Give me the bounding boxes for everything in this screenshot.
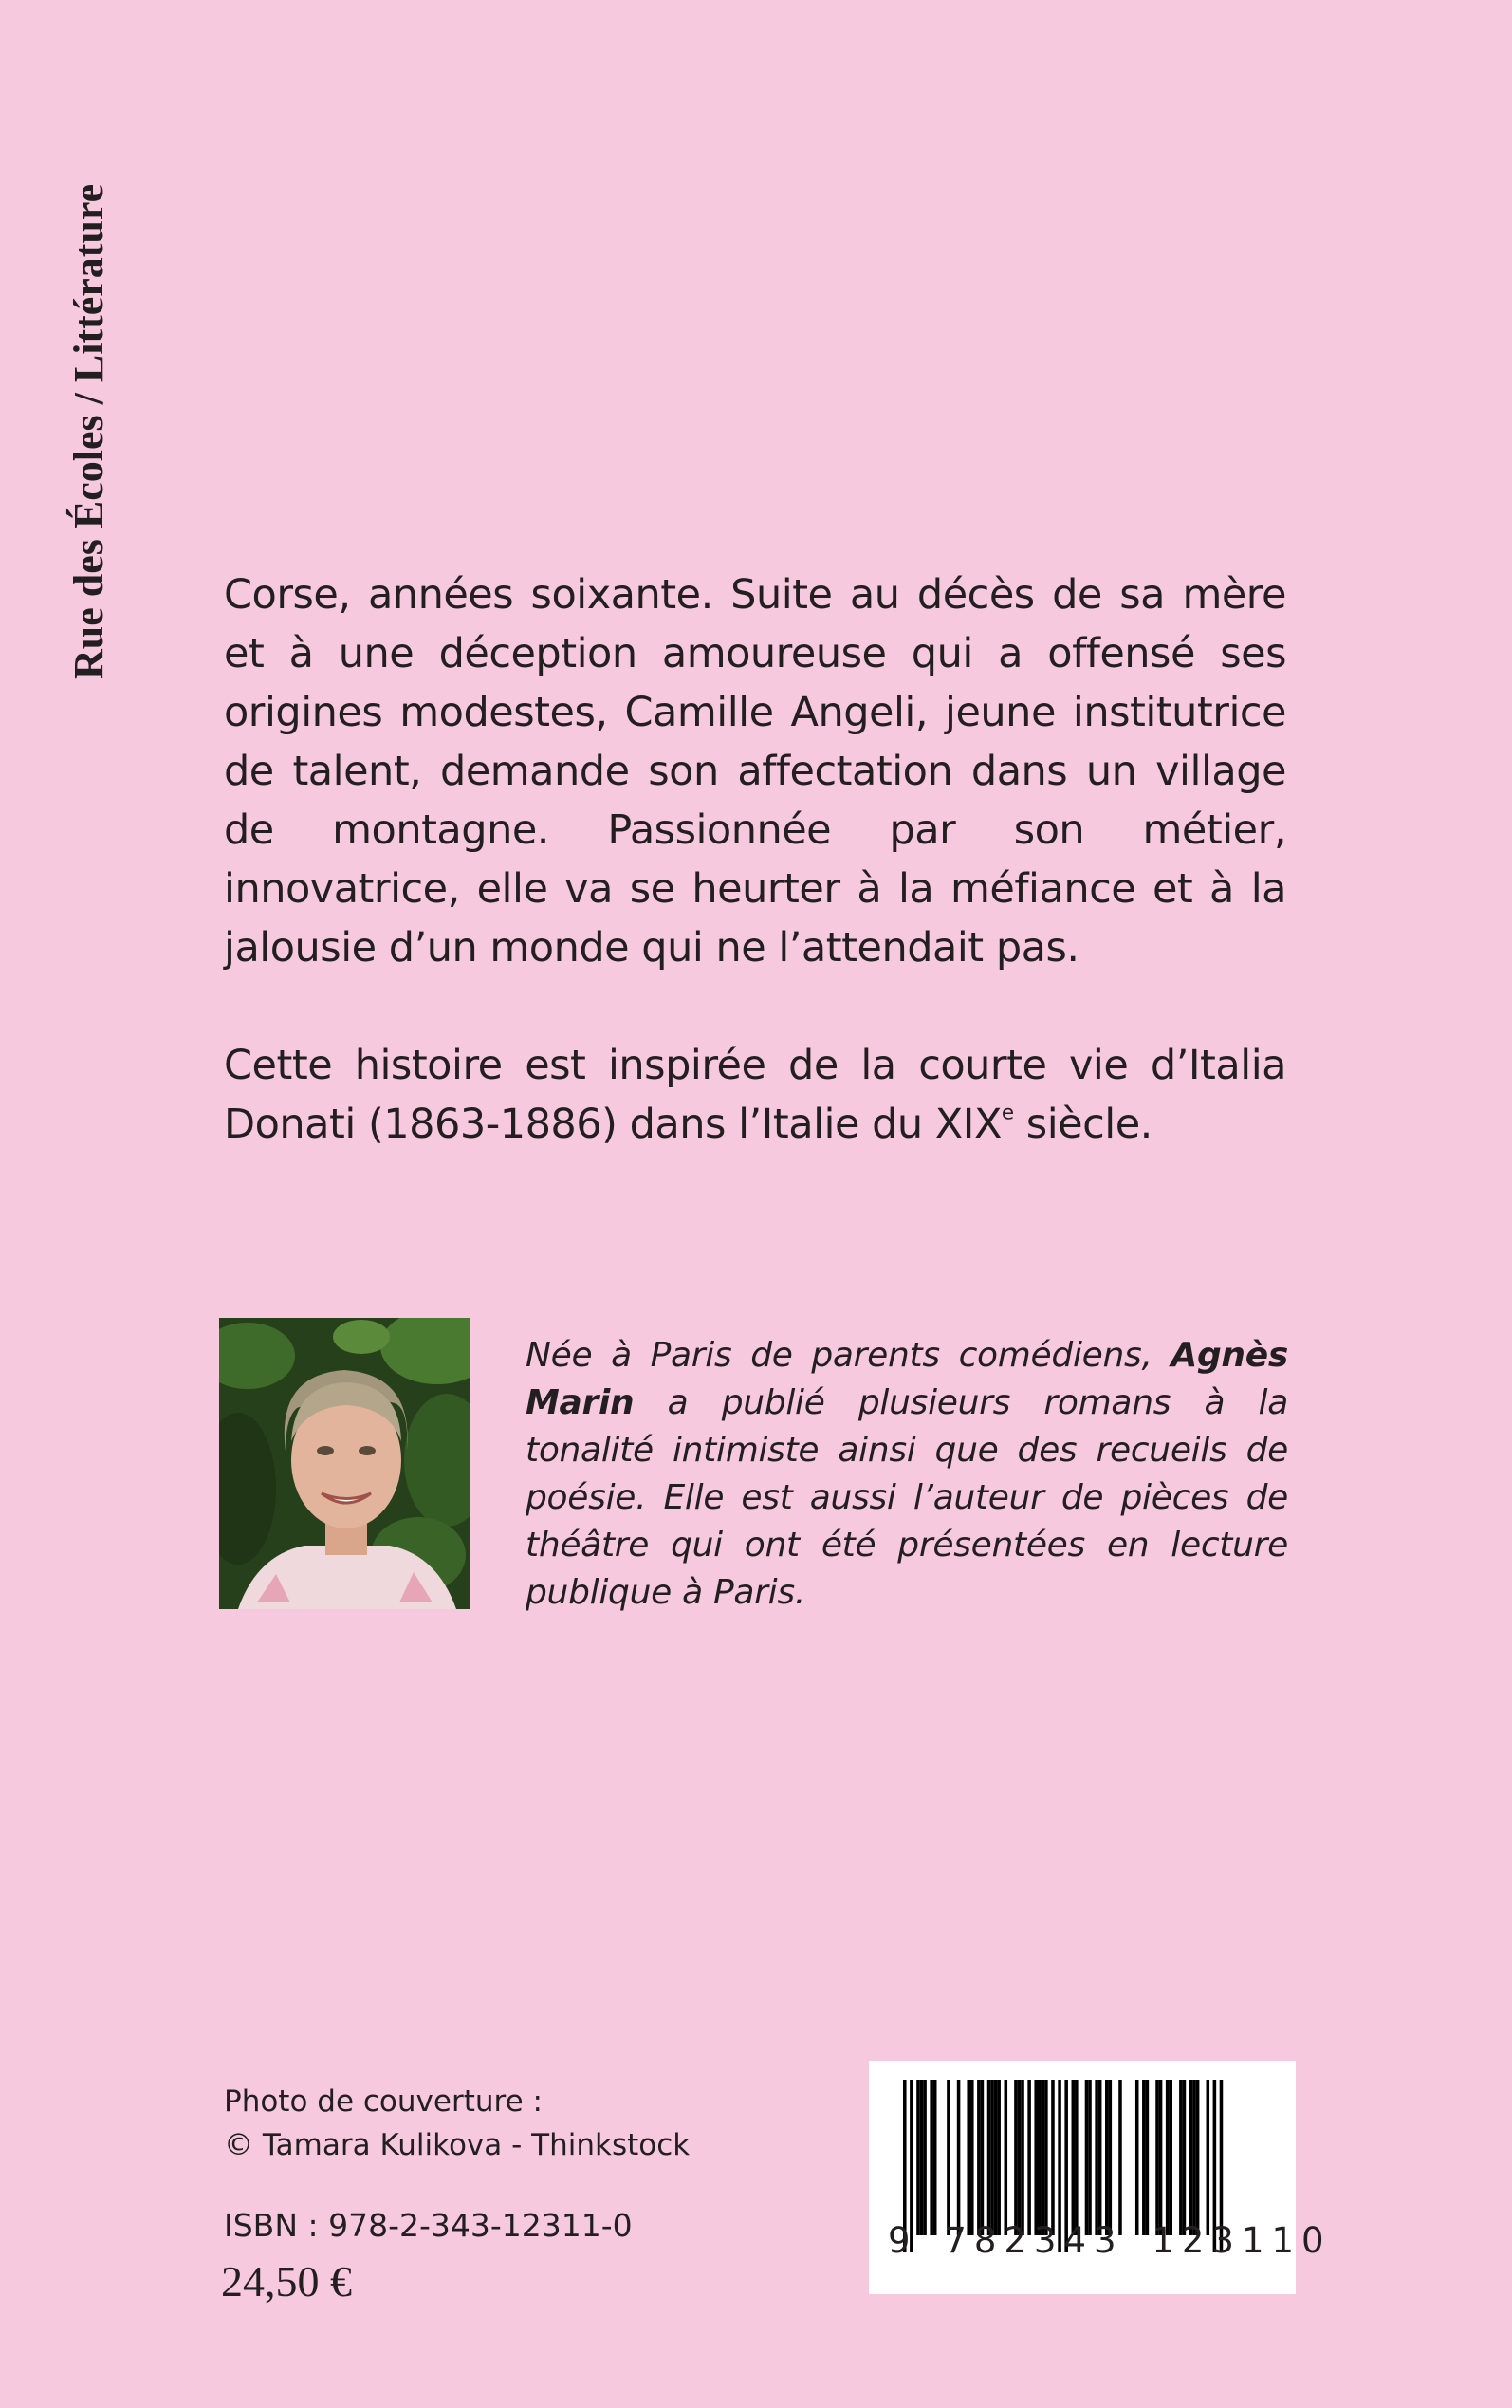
barcode-bar	[981, 2080, 985, 2235]
barcode-bar	[930, 2080, 933, 2235]
barcode-bar	[1109, 2080, 1113, 2235]
synopsis-paragraph-1: Corse, années soixante. Suite au décès de sa mère et à une déception amoureuse qui a offensé ses origines modestes, Camille Angeli, jeune institutrice de talent, demande son affectation dans un village de montagne. Passionnée par son métier, innovatrice, elle va se heurter à la méfiance et à la jalousie d’un monde qui ne l’attendait pas.	[224, 571, 1286, 972]
barcode	[869, 2061, 1332, 2294]
photo-credit-label: Photo de couverture :	[224, 2084, 543, 2119]
barcode-bar	[1146, 2080, 1150, 2235]
barcode-bar	[1075, 2080, 1079, 2235]
barcode-bar	[1038, 2080, 1042, 2235]
barcode-bar	[920, 2080, 924, 2235]
barcode-bar	[1159, 2080, 1163, 2235]
barcode-digits	[888, 2220, 1332, 2261]
barcode-digits-left: 782343	[944, 2220, 1124, 2261]
barcode-bar	[1098, 2080, 1102, 2235]
isbn: ISBN : 978-2-343-12311-0	[224, 2207, 633, 2244]
author-photo	[219, 1318, 470, 1609]
barcode-digits-right: 123110	[1152, 2220, 1332, 2261]
author-bio	[526, 1332, 1288, 1617]
barcode-bar	[1044, 2080, 1048, 2235]
barcode-bar	[1005, 2080, 1008, 2235]
barcode-bar	[1183, 2080, 1187, 2235]
barcode-bar	[1051, 2080, 1055, 2235]
photo-credit-name: © Tamara Kulikova - Thinkstock	[224, 2128, 691, 2162]
barcode-bar	[1155, 2080, 1159, 2235]
barcode-bar	[1072, 2080, 1076, 2235]
barcode-bar	[1196, 2080, 1200, 2235]
barcode-bar	[1027, 2080, 1031, 2235]
synopsis-paragraph-2-main: Cette histoire est inspirée de la courte vie d’Italia Donati (1863-1886) dans l’Italie du XIX	[224, 1042, 1286, 1148]
photo-credits	[224, 2080, 690, 2167]
barcode-bar	[967, 2080, 970, 2235]
barcode-bar	[1021, 2080, 1024, 2235]
barcode-bar	[997, 2080, 1001, 2235]
author-bio-intro: Née à Paris de parents comédiens,	[526, 1336, 1171, 1375]
synopsis-paragraph-2-end: siècle.	[1013, 1101, 1152, 1148]
barcode-bar	[916, 2080, 920, 2235]
barcode-bar	[947, 2080, 950, 2235]
barcode-bar	[994, 2080, 998, 2235]
barcode-bar	[1105, 2080, 1109, 2235]
century-superscript: e	[1001, 1101, 1014, 1125]
barcode-bar	[1192, 2080, 1196, 2235]
barcode-bar	[1085, 2080, 1089, 2235]
barcode-bar	[1142, 2080, 1146, 2235]
barcode-bar	[1179, 2080, 1183, 2235]
barcode-bar	[1042, 2080, 1045, 2235]
barcode-bar	[1135, 2080, 1139, 2235]
barcode-bar	[933, 2080, 937, 2235]
barcode-bar	[923, 2080, 927, 2235]
series-title: Rue des Écoles / Littérature	[65, 183, 112, 679]
barcode-bar	[1207, 2080, 1210, 2235]
barcode-bar	[1189, 2080, 1193, 2235]
barcode-bar	[957, 2080, 961, 2235]
barcode-bar	[1095, 2080, 1098, 2235]
barcode-bar	[1014, 2080, 1018, 2235]
barcode-bar	[987, 2080, 991, 2235]
synopsis-paragraph-2	[224, 1036, 1286, 1154]
price: 24,50 €	[221, 2257, 352, 2306]
barcode-bar	[977, 2080, 981, 2235]
barcode-bar	[1169, 2080, 1172, 2235]
barcode-bar	[1088, 2080, 1092, 2235]
barcode-digit-first: 9	[888, 2220, 918, 2261]
barcode-bar	[1018, 2080, 1022, 2235]
barcode-bar	[1034, 2080, 1038, 2235]
barcode-bar	[990, 2080, 994, 2235]
barcode-bar	[1166, 2080, 1170, 2235]
synopsis	[224, 565, 1286, 1154]
barcode-bar	[1118, 2080, 1122, 2235]
author-name: Agnès Marin	[526, 1336, 1288, 1422]
author-bio-rest: a publié plusieurs romans à la tonalité intimiste ainsi que des recueils de poésie. Elle est aussi l’auteur de pièces de théâtre qui ont été présentées en lecture publique à Paris.	[526, 1383, 1288, 1612]
barcode-bar	[970, 2080, 974, 2235]
